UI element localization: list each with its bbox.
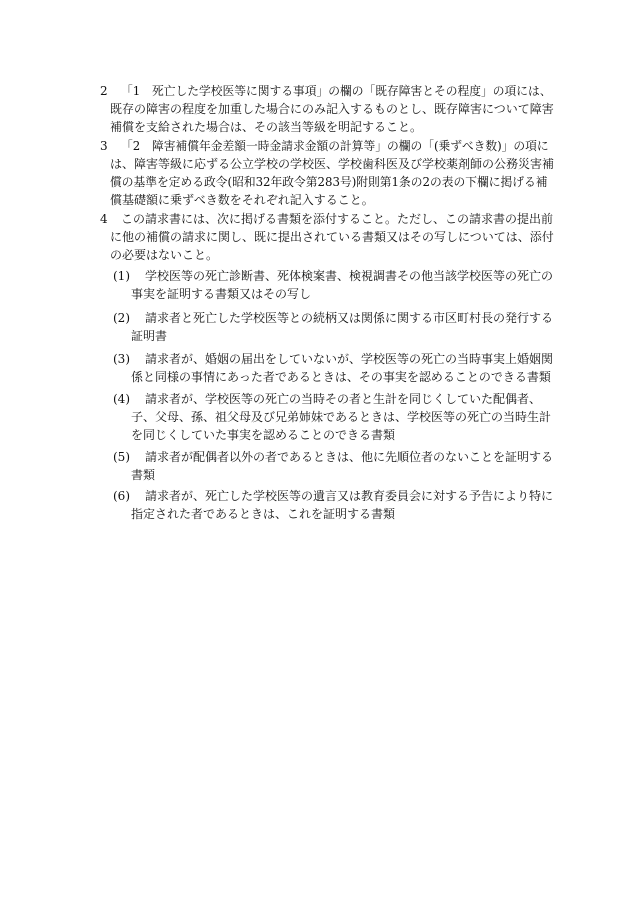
note-line: 償の基準を定める政令(昭和32年政令第283号)附則第1条の2の表の下欄に掲げる補 bbox=[110, 175, 548, 189]
note-line: 既存の障害の程度を加重した場合にのみ記入するものとし、既存障害について障害 bbox=[110, 102, 554, 116]
subitem-line: 書類 bbox=[131, 468, 156, 482]
note-number: 2 bbox=[100, 84, 108, 98]
subitem-line: 指定された者であるときは、これを証明する書類 bbox=[131, 507, 396, 521]
subitem-line: 事実を証明する書類又はその写し bbox=[131, 287, 312, 301]
note-line: 補償を支給された場合は、その該当等級を明記すること。 bbox=[110, 120, 423, 134]
note-number: 4 bbox=[100, 212, 108, 226]
subitem-number: (5) bbox=[113, 450, 130, 464]
note-line: 「1 死亡した学校医等に関する事項」の欄の「既存障害とその程度」の項には、 bbox=[121, 84, 552, 98]
note-line: の必要はないこと。 bbox=[110, 248, 219, 262]
subitem-line: を同じくしていた事実を認めることのできる書類 bbox=[131, 428, 396, 442]
subitem-line: 子、父母、孫、祖父母及び兄弟姉妹であるときは、学校医等の死亡の当時生計 bbox=[131, 410, 552, 424]
subitem-line: 請求者が配偶者以外の者であるときは、他に先順位者のないことを証明する bbox=[145, 450, 554, 464]
note-number: 3 bbox=[100, 139, 108, 153]
subitem-number: (1) bbox=[113, 269, 130, 283]
subitem-line: 係と同様の事情にあった者であるときは、その事実を認めることのできる書類 bbox=[131, 370, 551, 384]
subitem-line: 請求者が、学校医等の死亡の当時その者と生計を同じくしていた配偶者、 bbox=[145, 392, 542, 406]
subitem-number: (3) bbox=[113, 352, 130, 366]
subitem-number: (2) bbox=[113, 311, 130, 325]
note-line: この請求書には、次に掲げる書類を添付すること。ただし、この請求書の提出前 bbox=[121, 212, 554, 226]
subitem-line: 証明書 bbox=[131, 329, 168, 343]
subitem-line: 学校医等の死亡診断書、死体検案書、検視調書その他当該学校医等の死亡の bbox=[145, 269, 554, 283]
subitem-line: 請求者が、婚姻の届出をしていないが、学校医等の死亡の当時事実上婚姻関 bbox=[145, 352, 554, 366]
subitem-number: (6) bbox=[113, 489, 130, 503]
note-line: に他の補償の請求に関し、既に提出されている書類又はその写しについては、添付 bbox=[110, 230, 554, 244]
subitem-line: 請求者と死亡した学校医等との続柄又は関係に関する市区町村長の発行する bbox=[145, 311, 554, 325]
note-line: 償基礎額に乗ずべき数をそれぞれ記入すること。 bbox=[110, 193, 374, 207]
note-line: 「2 障害補償年金差額一時金請求金額の計算等」の欄の「(乗ずべき数)」の項に bbox=[121, 139, 549, 153]
subitem-number: (4) bbox=[113, 392, 130, 406]
note-line: は、障害等級に応ずる公立学校の学校医、学校歯科医及び学校薬剤師の公務災害補 bbox=[110, 157, 555, 171]
subitem-line: 請求者が、死亡した学校医等の遺言又は教育委員会に対する予告により特に bbox=[145, 489, 554, 503]
